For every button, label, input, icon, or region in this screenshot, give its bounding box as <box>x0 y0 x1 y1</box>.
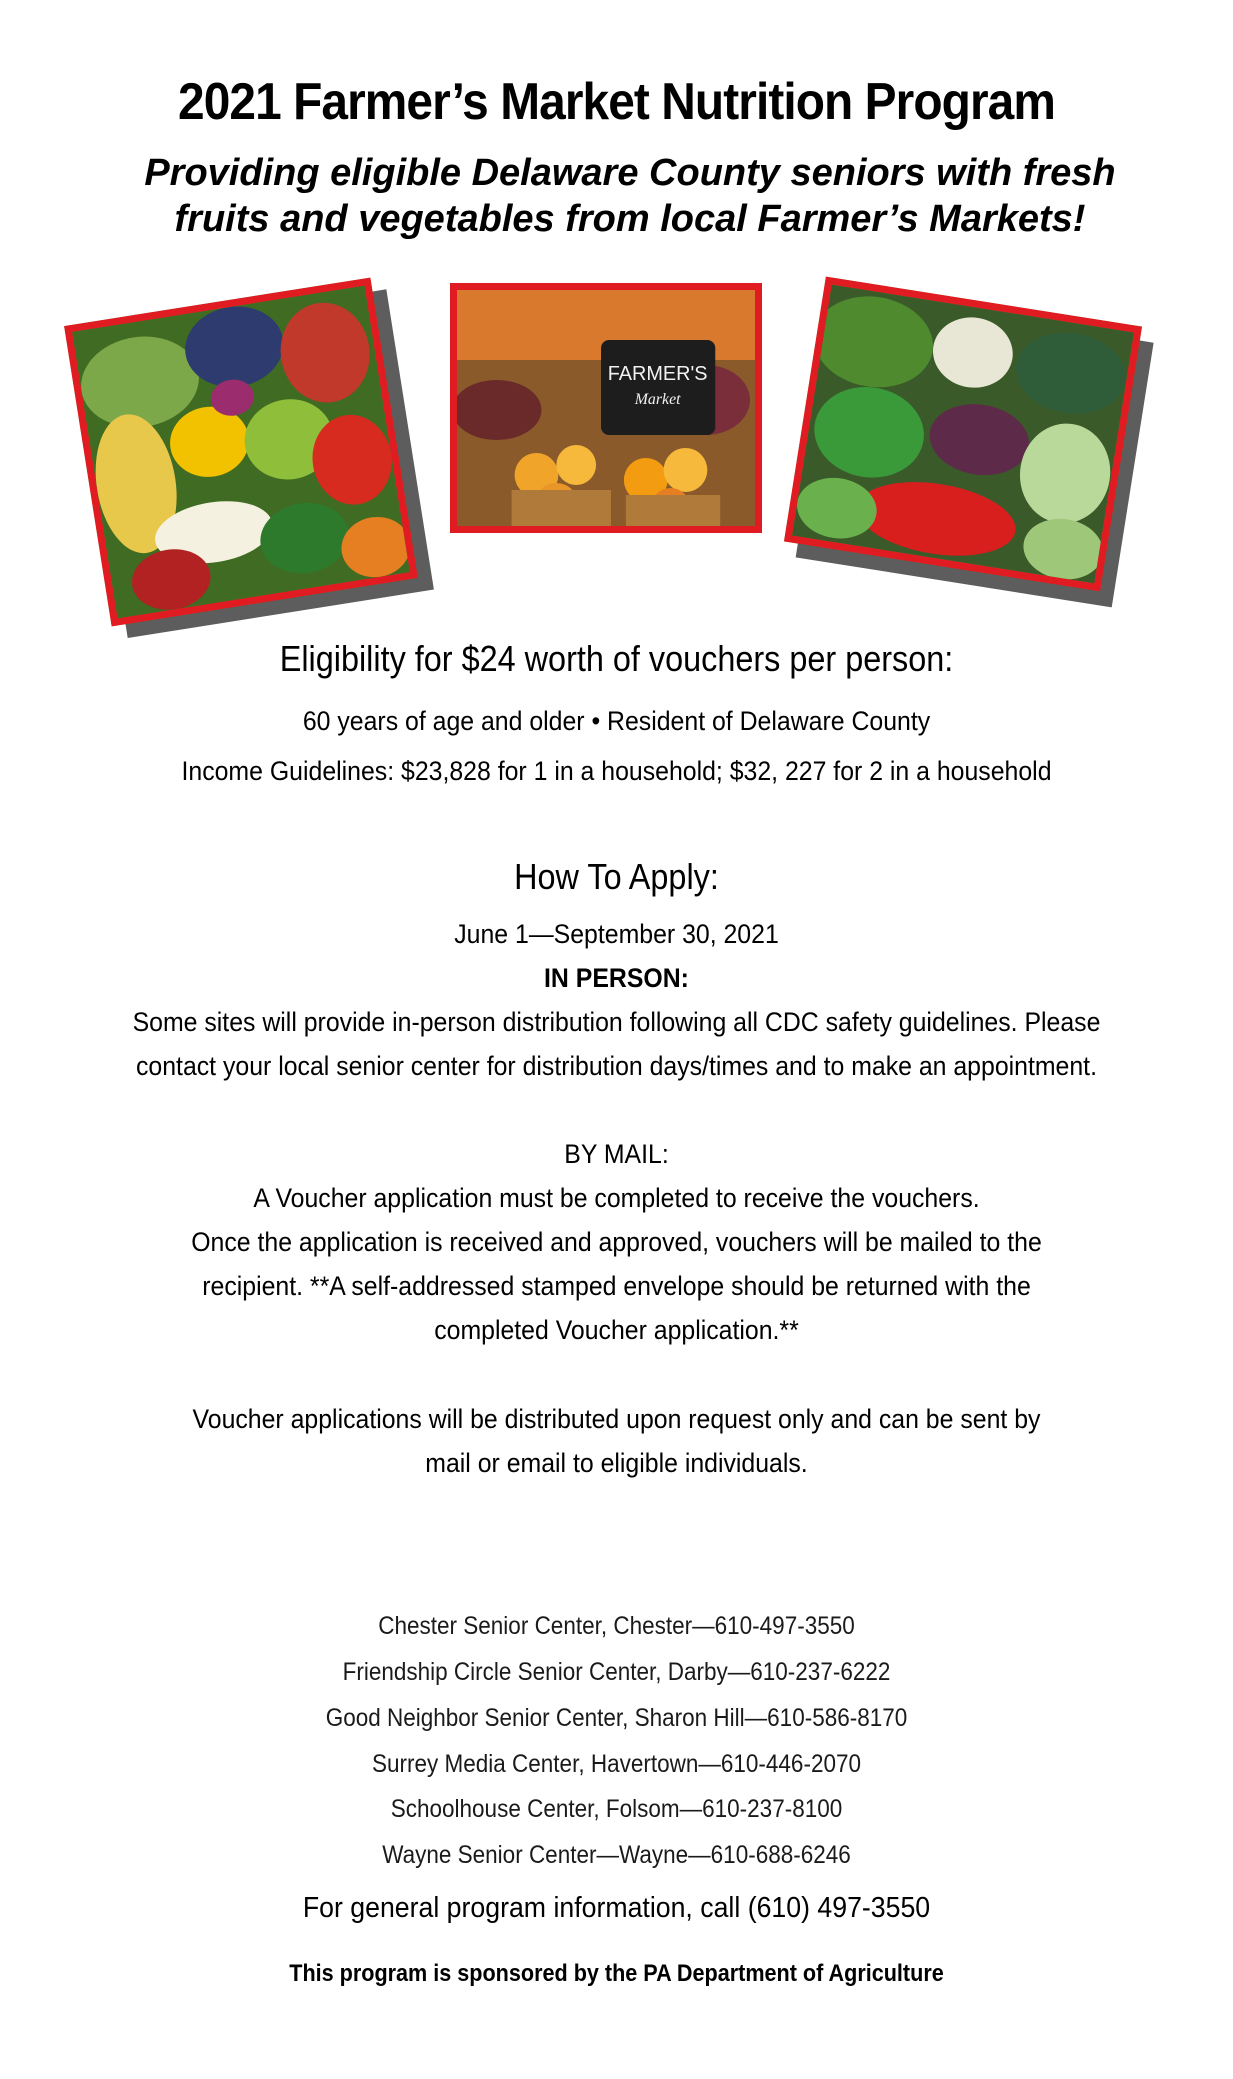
senior-center-item: Schoolhouse Center, Folsom—610-237-8100 <box>390 1795 843 1823</box>
subtitle-line-2: fruits and vegetables from local Farmer’s Markets! <box>174 198 1086 240</box>
general-info-line: For general program information, call (610) 497-3550 <box>302 1892 931 1924</box>
senior-center-item: Surrey Media Center, Havertown—610-446-2070 <box>371 1750 862 1778</box>
distribution-note-line-1: Voucher applications will be distributed upon request only and can be sent by <box>192 1404 1041 1434</box>
senior-center-item: Friendship Circle Senior Center, Darby—610-237-6222 <box>342 1658 891 1686</box>
mail-line-3: recipient. **A self-addressed stamped envelope should be returned with the <box>202 1271 1031 1301</box>
senior-center-item: Wayne Senior Center—Wayne—610-688-6246 <box>382 1841 851 1869</box>
in-person-label: IN PERSON: <box>544 963 689 993</box>
eligibility-heading: Eligibility for $24 worth of vouchers per person: <box>279 638 954 679</box>
distribution-note-line-2: mail or email to eligible individuals. <box>425 1448 808 1478</box>
vegetables-photo <box>64 278 418 627</box>
sponsor-line: This program is sponsored by the PA Department of Agriculture <box>289 1960 944 1987</box>
mail-line-2: Once the application is received and approved, vouchers will be mailed to the <box>191 1227 1042 1257</box>
page-title: 2021 Farmer’s Market Nutrition Program <box>178 73 1055 131</box>
senior-center-item: Chester Senior Center, Chester—610-497-3550 <box>378 1612 855 1640</box>
sign-text-line-1: FARMER'S <box>607 362 708 386</box>
sign-text-line-2: Market <box>634 390 681 409</box>
by-mail-label: BY MAIL: <box>564 1139 669 1169</box>
mail-line-4: completed Voucher application.** <box>434 1315 799 1345</box>
how-to-apply-heading: How To Apply: <box>514 856 719 897</box>
produce-stall-photo <box>784 277 1142 592</box>
subtitle-line-1: Providing eligible Delaware County seniors with fresh <box>144 152 1116 194</box>
eligibility-age-residency: 60 years of age and older • Resident of Delaware County <box>302 706 931 736</box>
senior-center-item: Good Neighbor Senior Center, Sharon Hill—610-586-8170 <box>325 1704 908 1732</box>
page-subtitle <box>140 150 1120 242</box>
mail-line-1: A Voucher application must be completed to receive the vouchers. <box>253 1183 980 1213</box>
eligibility-income: Income Guidelines: $23,828 for 1 in a household; $32, 227 for 2 in a household <box>181 756 1052 786</box>
in-person-line-1: Some sites will provide in-person distribution following all CDC safety guidelines. Please <box>132 1007 1101 1037</box>
apply-dates: June 1—September 30, 2021 <box>454 919 779 949</box>
in-person-line-2: contact your local senior center for distribution days/times and to make an appointment. <box>136 1051 1097 1081</box>
farmers-market-photo <box>450 283 762 533</box>
